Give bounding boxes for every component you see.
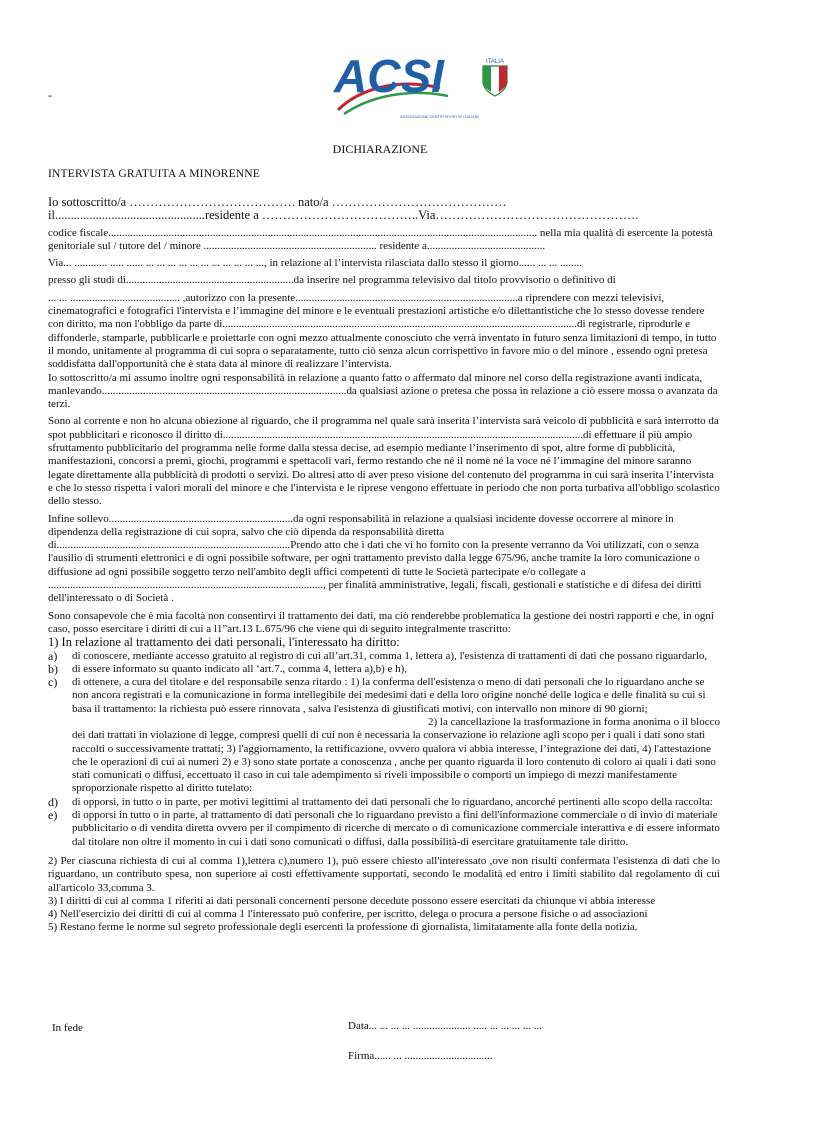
paragraph-comma-2: 2) Per ciascuna richiesta di cui al comma 1),lettera c),numero 1), può essere chiesto all'interessato ,ove non risulti confermata l'esistenza di dati che lo riguardano, un contributo spesa, non superiore ai costi effettivamente supportati, secondo le modalità ed entro i limiti stabilito dal regolamento di cui all'articolo 33,comma 3. bbox=[48, 854, 720, 894]
list-item bbox=[48, 663, 720, 676]
rights-list bbox=[48, 650, 720, 849]
paragraph-comma-5: 5) Restano ferme le norme sul segreto professionale degli esercenti la professione di giornalista, limitatamente alla fonte della notizia. bbox=[48, 921, 638, 934]
date-field: Data... ... ... ... ..................... ..... ... ... ... ... ... bbox=[348, 1020, 543, 1032]
paragraph-pubblicita: Sono al corrente e non ho alcuna obiezione al riguardo, che il programma nel quale sarà inserita l’intervista sarà veicolo di pubblicità e sarà interrotto da spot pubblicitari e riconosco il diritto di...................................................................................................................................di effettuare il più ampio sfruttamento pubblicitario del programma nelle forme dalla stessa decise, ad esempio mediante l’inserimento di spot, altre forme di pubblicità, manifestazioni, concorsi a premi, giochi, programmi e spettacoli vari, fermo restando che né il nome né la voce né l’immagine del minore saranno legate direttamente alla pubblicità di prodotti o servizi. Do altresì atto di aver preso visione del contenuto del programma in cui sarà inserita l’intervista e che lo stesso rispetta i valori morali del minore e che l'intervista e le riprese vengono effettuate in periodo che non porta turbativa all'obbligo scolastico dello stesso. bbox=[48, 415, 720, 508]
acsi-logo bbox=[330, 48, 480, 124]
paragraph-consapevole: Sono consapevole che è mia facoltà non consentirvi il trattamento dei dati, ma ciò renderebbe problematica la gestione dei nostri rapporti e che, in ogni caso, posso esercitare i diritti di cui a l1”art.13 L.675/96 che viene qui di seguito integralmente trascritto: bbox=[48, 609, 714, 635]
line-presso: presso gli studi di.............................................................da inserire nel programma televisivo dal titolo provvisorio o definitivo di bbox=[48, 274, 616, 287]
list-item-label: e) bbox=[48, 808, 58, 823]
list-item-text: di ottenere, a cura del titolare e del responsabile senza ritardo : 1) la conferma dell'esistenza o meno di dati personali che lo riguardano anche se non ancora registrati e la comunicazione in forma intellegibile dei medesimi dati e della loro origine nonché delle logica e delle finalità su cui si basa il trattamento: la richiesta può essere rinnovata , salva l'esistenza di giustificati motivi, con intervallo non minore di 90 giorni; bbox=[72, 676, 706, 715]
list-item-label: b) bbox=[48, 661, 58, 676]
list-item-text: di opporsi, in tutto o in parte, per motivi legittimi al trattamento dei dati personali che lo riguardano, ancorché pertinenti allo scopo della raccolta: bbox=[72, 795, 713, 808]
list-item bbox=[48, 796, 720, 809]
line-genitoriale: genitoriale sul / tutore del / minore ............................................................... residente a........................................... bbox=[48, 239, 546, 252]
list-item-text: di opporsi in tutto o in parte, al trattamento di dati personali che lo riguardano previsto a fini dell'informazione commerciale o di invio di materiale pubblicitario o di vendita diretta ovvero per il compimento di ricerche di mercato o di comunicazione commerciale interattiva e di essere informato dal titolare non oltre il momento in cui i dati sono comunicati o diffusi, dalla possibilità-di esercitare gratuitamente tale diritto. bbox=[72, 809, 720, 848]
paragraph-comma-3: 3) I diritti di cui al comma 1 riferiti ai dati personali concernenti persone decedute possono essere esercitati da chiunque vi abbia interesse bbox=[48, 894, 656, 907]
list-item bbox=[48, 676, 720, 796]
list-item-text: di conoscere, mediante accesso gratuito al registro di cui all’art.31, comma 1, lettera a), l'esistenza di trattamenti di dati che possano riguardarlo, bbox=[72, 649, 708, 662]
list-item-label: c) bbox=[48, 675, 58, 690]
paragraph-autorizzo: ... ... ........................................ ,autorizzo con la presente.................................................................................a riprendere con mezzi televisivi, cinematografici e fotografici l'intervista e l’immagine del minore e le eventuali prestazioni artistiche e/o dilettantistiche che lo stesso dovesse rendere con diritto, ma non l'obbligo da parte di.................................................................................................................................di registrarle, riprodurle e diffonderle, stamparle, pubblicarle e proiettarle con ogni mezzo attualmente conosciuto che verrà inventato in futuro senza limitazioni di tempo, in tutto il mondo, unitamente al programma di cui sopra o separatamente, tutto ciò senza alcun corrispettivo in favore mio o del minore , essendo ogni pretesa soddisfatta dall'opportunità che è stata data al minore di realizzare l’intervista. bbox=[48, 291, 717, 371]
italia-label: ITALIA bbox=[486, 59, 504, 65]
paragraph-comma-4: 4) Nell'esercizio dei diritti di cui al comma 1 l'interessato può conferire, per iscritto, delega o procura a persone fisiche o ad associazioni bbox=[48, 908, 648, 921]
document-subtitle: INTERVISTA GRATUITA A MINORENNE bbox=[48, 168, 261, 180]
paragraph-dati: di.....................................................................................Prendo atto che i dati che vi ho fornito con la presente verranno da Voi utilizzati, con o senza l'ausilio di strumenti elettronici e di ogni possibile software, per ogni trattamento previsto dalla legge 675/96, anche tramite la loro comunicazione o diffusione ad ogni possibile soggetto terzo nell'ambito degli uffici competenti di tutte le Società partecipate e/o collegate a ...................................................................................................., per finalità amministrative, legali, fiscali, gestionali e statistiche e di difesa dei diritti dell'interessato o di Società . bbox=[48, 539, 702, 605]
line-via: Via... ............ ..... ...... ... ... ... ... ... ... ... ... ... ... ..., in relazione al l’intervista rilasciata dallo stesso il giorno...... ... ... ........ bbox=[48, 257, 582, 270]
list-item-text-more: dei dati trattati in violazione di legge, compresi quelli di cui non è necessaria la conservazione io relazione agli scopo per i quali i dati sono stati raccolti o successivamente trattati; 3) l'aggiornamento, la rettificazione, ovvero qualora vi abbia interesse, l’integrazione dei dati, 4) l'attestazione che le operazioni di cui ai numeri 2) e 3) sono state portate a conoscenza , anche per quanto riguarda il loro contenuto di coloro ai quali i dati sono stati comunicati o diffusi, eccettuato il caso in cui tale adempimento si riveli impossibile o comporti un impiego di mezzi manifestamente sproporzionale rispetto al diritto tutelato: bbox=[72, 729, 716, 795]
logo-text: ACSI bbox=[334, 50, 444, 102]
signature-field: Firma...... ... ................................ bbox=[348, 1050, 493, 1062]
list-item bbox=[48, 809, 720, 849]
line-sottoscritto: Io sottoscritto/a …………………………………. nato/a …………………………………… bbox=[48, 195, 507, 209]
header-dash: - bbox=[48, 88, 52, 102]
logo-tagline: ASSOCIAZIONE CENTRI SPORTIVI ITALIANI bbox=[400, 115, 479, 119]
line-codice-fiscale: codice fiscale............................................................................................................................................................ nella mia qualità di esercente la potestà bbox=[48, 226, 713, 239]
list-item-text-right: 2) la cancellazione la trasformazione in forma anonima o il blocco bbox=[428, 715, 720, 728]
list-item bbox=[48, 650, 720, 663]
line-residente: il................................................residente a ………………………………..Via…………………………………………. bbox=[48, 208, 639, 223]
list-item-label: d) bbox=[48, 794, 58, 809]
list-item-label: a) bbox=[48, 648, 58, 663]
document-title: DICHIARAZIONE bbox=[332, 142, 428, 156]
declaration-body bbox=[48, 196, 720, 935]
paragraph-sollevo: Infine sollevo...................................................................da ogni responsabilità in relazione a qualsiasi incidente dovesse occorrere al minore in dipendenza della registrazione di cui sopra, salvo che ciò dipenda da responsabilità diretta bbox=[48, 512, 674, 538]
italia-shield-icon bbox=[480, 55, 510, 97]
paragraph-diritti-intro: 1) In relazione al trattamento dei dati personali, l'interessato ha diritto: bbox=[48, 635, 400, 650]
list-item-text: di essere informato su quanto indicato all ‘art.7., comma 4, lettera a),b) e h), bbox=[72, 662, 408, 675]
paragraph-responsabilita: Io sottoscritto/a mi assumo inoltre ogni responsabilità in relazione a quanto fatto o affermato dal minore nel corso della registrazione avanti indicata, manlevando.........................................................................................da qualsiasi azione o pretesa che possa in relazione a ciò essere mossa o avanzata da terzi. bbox=[48, 371, 718, 411]
in-fede-label: In fede bbox=[52, 1022, 83, 1034]
